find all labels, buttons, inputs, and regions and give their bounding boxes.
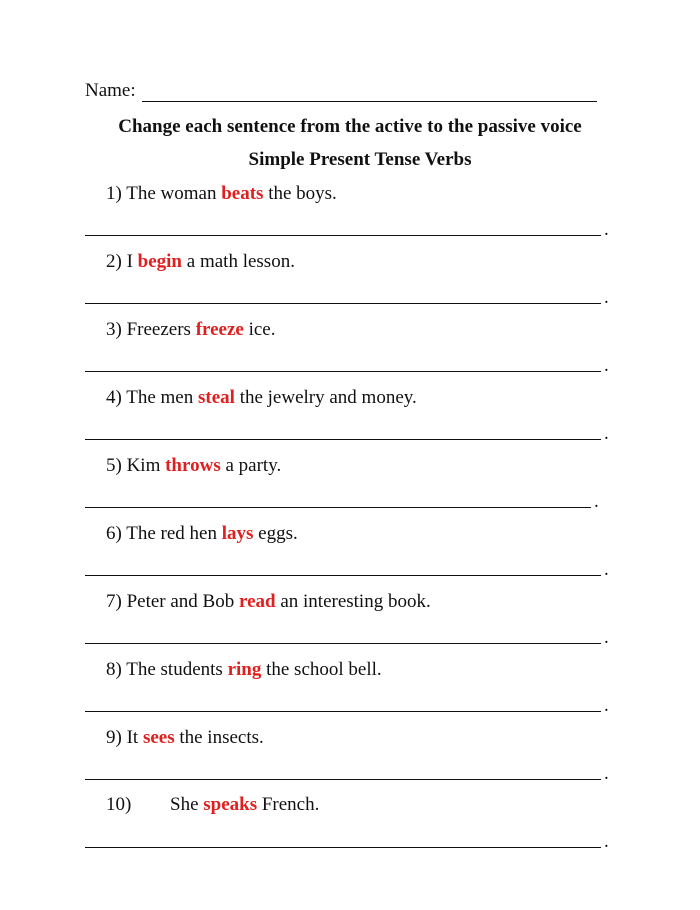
question-verb: beats — [221, 183, 264, 204]
question-verb: lays — [221, 523, 254, 544]
question-text-after: a party. — [220, 455, 282, 476]
question-number: 8) — [106, 659, 122, 680]
answer-line-6[interactable] — [85, 559, 615, 587]
question-2 — [106, 251, 295, 273]
answer-period: . — [604, 831, 609, 852]
question-text-before: The men — [121, 387, 198, 408]
question-text-before: The students — [121, 659, 228, 680]
name-row — [85, 80, 597, 102]
question-verb: steal — [198, 387, 235, 408]
question-verb: sees — [142, 727, 175, 748]
question-text-after: a math lesson. — [182, 251, 295, 272]
question-10 — [170, 794, 319, 816]
question-verb: begin — [137, 251, 183, 272]
question-number: 6) — [106, 523, 122, 544]
question-6 — [106, 523, 298, 545]
answer-line-9[interactable] — [85, 763, 615, 791]
answer-line-7[interactable] — [85, 627, 615, 655]
answer-period: . — [604, 287, 609, 308]
question-9 — [106, 727, 264, 749]
question-text-before: It — [121, 727, 143, 748]
question-text-after: ice. — [243, 319, 276, 340]
question-number: 1) — [106, 183, 122, 204]
question-text-after: eggs. — [253, 523, 298, 544]
question-7 — [106, 591, 431, 613]
question-text-before: Kim — [121, 455, 166, 476]
question-text-after: French. — [257, 794, 320, 815]
question-text-after: the insects. — [174, 727, 264, 748]
answer-period: . — [604, 355, 609, 376]
answer-period: . — [604, 559, 609, 580]
answer-period: . — [604, 627, 609, 648]
question-4 — [106, 387, 417, 409]
name-input-line[interactable] — [142, 81, 597, 102]
question-text-before: Peter and Bob — [121, 591, 239, 612]
answer-line-4[interactable] — [85, 423, 615, 451]
question-verb: ring — [227, 659, 262, 680]
question-number: 9) — [106, 727, 122, 748]
question-text-after: the school bell. — [261, 659, 382, 680]
answer-line-8[interactable] — [85, 695, 615, 723]
answer-period: . — [604, 423, 609, 444]
question-3 — [106, 319, 276, 341]
question-verb: freeze — [195, 319, 244, 340]
subtitle-heading: Simple Present Tense Verbs — [248, 149, 472, 170]
question-text-before: She — [170, 794, 204, 815]
question-verb: speaks — [203, 794, 258, 815]
question-10-number: 10) — [106, 794, 132, 815]
answer-line-2[interactable] — [85, 287, 615, 315]
question-number: 3) — [106, 319, 122, 340]
question-text-before: Freezers — [121, 319, 196, 340]
question-text-after: the boys. — [263, 183, 337, 204]
question-text-before: The woman — [121, 183, 222, 204]
question-number: 7) — [106, 591, 122, 612]
question-text-after: the jewelry and money. — [234, 387, 417, 408]
answer-line-3[interactable] — [85, 355, 615, 383]
question-number: 2) — [106, 251, 122, 272]
question-text-before: I — [121, 251, 138, 272]
answer-line-5[interactable] — [85, 491, 605, 519]
answer-period: . — [604, 763, 609, 784]
question-5 — [106, 455, 281, 477]
instruction-heading: Change each sentence from the active to the passive voice — [118, 116, 582, 137]
answer-line-1[interactable] — [85, 219, 615, 247]
answer-period: . — [594, 491, 599, 512]
name-label: Name: — [85, 80, 136, 101]
answer-period: . — [604, 695, 609, 716]
answer-line-10[interactable] — [85, 831, 615, 859]
answer-period: . — [604, 219, 609, 240]
question-text-after: an interesting book. — [275, 591, 431, 612]
question-8 — [106, 659, 382, 681]
question-1 — [106, 183, 337, 205]
question-verb: throws — [165, 455, 221, 476]
question-verb: read — [238, 591, 276, 612]
question-number: 4) — [106, 387, 122, 408]
question-number: 5) — [106, 455, 122, 476]
question-text-before: The red hen — [121, 523, 222, 544]
